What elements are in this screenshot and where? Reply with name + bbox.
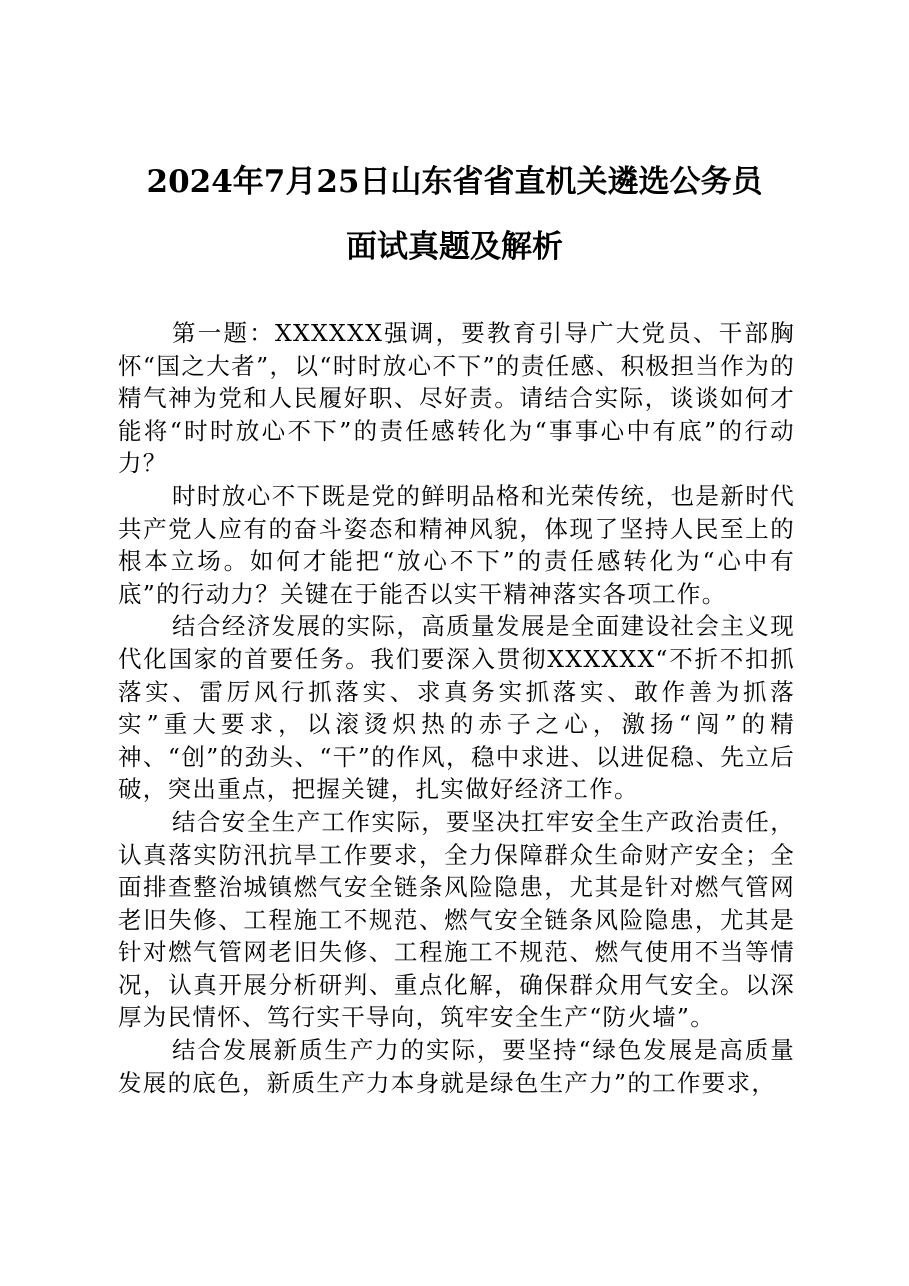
document-title-line-2: 面试真题及解析 <box>346 229 563 265</box>
paragraph-new-productivity: 结合发展新质生产力的实际，要坚持“绿色发展是高质量发展的底色，新质生产力本身就是绿色生产力”的工作要求， <box>118 1036 795 1097</box>
document-title-line-1: 2024年7月25日山东省省直机关遴选公务员 <box>146 164 763 200</box>
paragraph-answer-intro: 时时放心不下既是党的鲜明品格和光荣传统，也是新时代共产党人应有的奋斗姿态和精神风貌，体现了坚持人民至上的根本立场。如何才能把“放心不下”的责任感转化为“心中有底”的行动力？关键在于能否以实干精神落实各项工作。 <box>118 481 795 608</box>
paragraph-safety-production: 结合安全生产工作实际，要坚决扛牢安全生产政治责任，认真落实防汛抗旱工作要求，全力保障群众生命财产安全；全面排查整治城镇燃气安全链条风险隐患，尤其是针对燃气管网老旧失修、工程施工不规范、燃气安全链条风险隐患，尤其是针对燃气管网老旧失修、工程施工不规范、燃气使用不当等情况，认真开展分析研判、重点化解，确保群众用气安全。以深厚为民情怀、笃行实干导向，筑牢安全生产“防火墙”。 <box>118 807 795 1032</box>
paragraph-question-1: 第一题：XXXXXX强调，要教育引导广大党员、干部胸怀“国之大者”，以“时时放心不下”的责任感、积极担当作为的精气神为党和人民履好职、尽好责。请结合实际，谈谈如何才能将“时时放心不下”的责任感转化为“事事心中有底”的行动力？ <box>118 319 795 478</box>
paragraph-economic-development: 结合经济发展的实际，高质量发展是全面建设社会主义现代化国家的首要任务。我们要深入贯彻XXXXXX“不折不扣抓落实、雷厉风行抓落实、求真务实抓落实、敢作善为抓落实”重大要求，以滚烫炽热的赤子之心，激扬“闯”的精神、“创”的劲头、“干”的作风，稳中求进、以进促稳、先立后破，突出重点，把握关键，扎实做好经济工作。 <box>118 612 795 804</box>
document-body <box>118 317 795 1099</box>
